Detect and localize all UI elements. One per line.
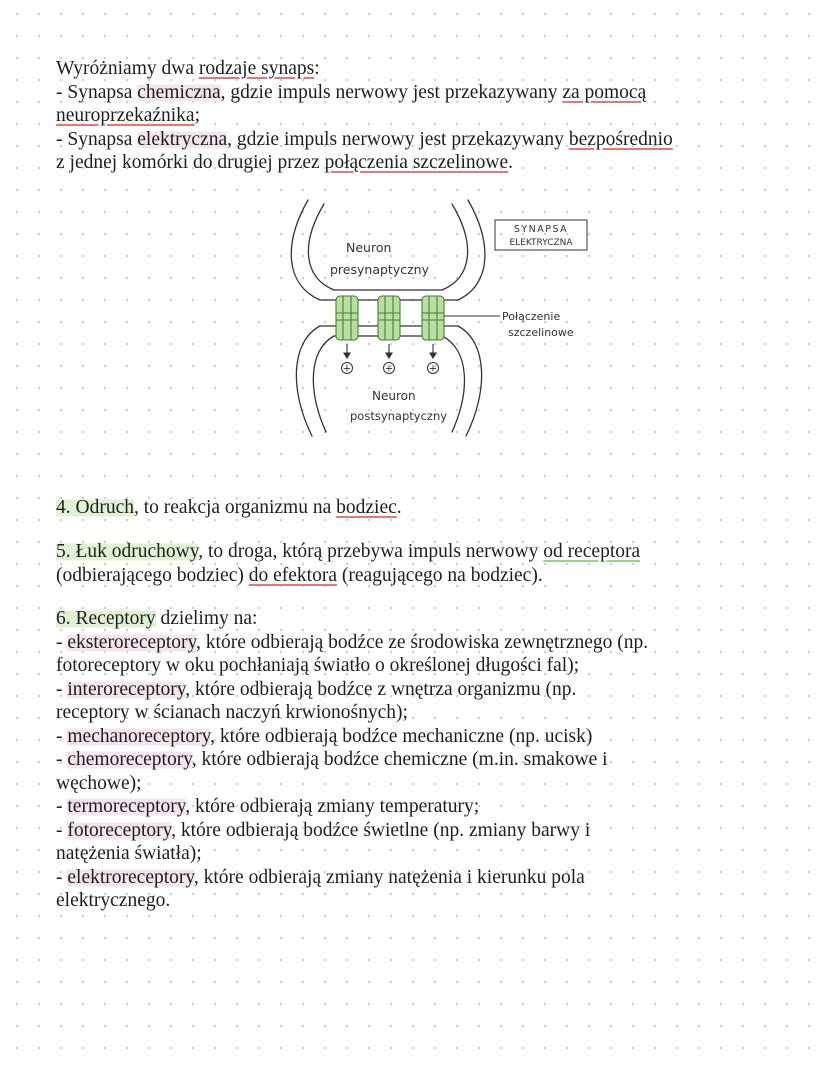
pre-membrane-right-inner — [442, 204, 468, 290]
intro-line-4: - Synapsa elektryczna, gdzie impuls nerwowy jest przekazywany bezpośrednio — [56, 128, 673, 150]
pre-membrane-left-outer — [291, 200, 320, 300]
term-elektryczna: elektryczna — [137, 128, 228, 150]
receptor-item-mechano: - mechanoreceptory, które odbierają bodźce mechaniczne (np. ucisk) — [56, 725, 593, 747]
receptor-item-chemo-cont: węchowe); — [56, 772, 142, 794]
receptor-item-foto-cont: natężenia światła); — [56, 843, 202, 864]
ion-label-2: + — [384, 363, 394, 375]
intro-line-3: neuroprzekaźnika; — [56, 105, 201, 126]
postsynaptic-label-1: Neuron — [372, 389, 416, 403]
receptor-item-ekstero-cont: fotoreceptory w oku pochłaniają światło o określonej długości fal); — [56, 655, 580, 676]
term-odruch: 4. Odruch — [56, 497, 134, 518]
channel-1 — [336, 296, 358, 340]
channel-3 — [422, 296, 444, 340]
term-termoreceptory: termoreceptory — [67, 796, 186, 817]
electrical-synapse-diagram — [278, 192, 598, 442]
section-4-line: 4. Odruch, to reakcja organizmu na bodziec. — [56, 497, 402, 518]
section-6-heading: 6. Receptory dzielimy na: — [56, 608, 258, 629]
intro-section — [56, 57, 776, 175]
post-membrane-right-outer — [458, 326, 482, 436]
receptor-item-intero-cont: receptory w ścianach naczyń krwionośnych); — [56, 702, 408, 723]
gap-junction-channels — [336, 296, 444, 340]
arrow-down-icon — [430, 353, 436, 358]
term-rodzaje-synaps: rodzaje synaps — [198, 58, 315, 79]
presynaptic-label-2: presynaptyczny — [330, 262, 429, 277]
term-interoreceptory: interoreceptory — [67, 678, 186, 700]
arrow-down-icon — [344, 353, 350, 358]
presynaptic-label-1: Neuron — [346, 240, 392, 255]
term-za-pomoca: za pomocą — [562, 81, 647, 103]
pre-membrane-right-outer — [458, 200, 485, 300]
intro-line-2: - Synapsa chemiczna, gdzie impuls nerwowy jest przekazywany za pomocą — [56, 81, 647, 103]
receptor-item-chemo: - chemoreceptory, które odbierają bodźce chemiczne (m.in. smakowe i — [56, 749, 608, 770]
junction-label-2: szczelinowe — [508, 326, 574, 339]
term-receptory: 6. Receptory — [56, 608, 156, 629]
intro-line-5: z jednej komórki do drugiej przez połączenia szczelinowe. — [56, 152, 513, 173]
receptor-item-foto: - fotoreceptory, które odbierają bodźce świetlne (np. zmiany barwy i — [56, 819, 591, 841]
receptor-item-elektro-cont: elektrycznego. — [56, 890, 171, 911]
term-fotoreceptory: fotoreceptory — [67, 819, 172, 841]
ion-label-3: + — [428, 363, 438, 375]
section-4 — [56, 496, 776, 520]
receptor-item-ekstero: - eksteroreceptory, które odbierają bodźce ze środowiska zewnętrznego (np. — [56, 631, 649, 653]
term-neuroprzekaznika: neuroprzekaźnika — [56, 105, 195, 126]
post-membrane-left-outer — [296, 326, 320, 436]
post-membrane-left-inner — [313, 336, 334, 432]
term-eksteroreceptory: eksteroreceptory — [67, 631, 197, 653]
section-5-line-1: 5. Łuk odruchowy, to droga, którą przebywa impuls nerwowy od receptora — [56, 541, 641, 562]
term-od-receptora: od receptora — [543, 541, 641, 562]
receptor-item-intero: - interoreceptory, które odbierają bodźce z wnętrza organizmu (np. — [56, 678, 577, 700]
term-chemiczna: chemiczna — [137, 81, 221, 103]
term-elektroreceptory: elektroreceptory — [67, 866, 194, 888]
receptor-item-termo: - termoreceptory, które odbierają zmiany temperatury; — [56, 796, 480, 817]
ion-label-1: + — [342, 363, 352, 375]
term-bezposrednio: bezpośrednio — [568, 128, 673, 150]
receptor-item-elektro: - elektroreceptory, które odbierają zmiany natężenia i kierunku pola — [56, 866, 585, 888]
intro-line-1: Wyróżniamy dwa rodzaje synaps: — [56, 58, 320, 79]
pre-membrane-left-inner — [308, 204, 334, 290]
term-polaczenia-szczelinowe: połączenia szczelinowe — [324, 152, 509, 173]
section-5-line-2: (odbierającego bodziec) do efektora (reagującego na bodziec). — [56, 564, 543, 586]
junction-label-1: Połączenie — [502, 310, 561, 323]
term-do-efektora: do efektora — [248, 564, 337, 586]
postsynaptic-label-2: postsynaptyczny — [350, 409, 448, 423]
term-chemoreceptory: chemoreceptory — [67, 749, 192, 770]
box-label-2: ELEKTRYCZNA — [509, 238, 573, 248]
term-luk-odruchowy: 5. Łuk odruchowy — [56, 541, 199, 562]
section-6 — [56, 607, 776, 913]
term-bodziec: bodziec — [336, 497, 397, 518]
box-label-1: SYNAPSA — [513, 224, 569, 235]
channel-2 — [378, 296, 400, 340]
section-5 — [56, 540, 776, 587]
arrow-down-icon — [386, 353, 392, 358]
term-mechanoreceptory: mechanoreceptory — [67, 725, 211, 747]
